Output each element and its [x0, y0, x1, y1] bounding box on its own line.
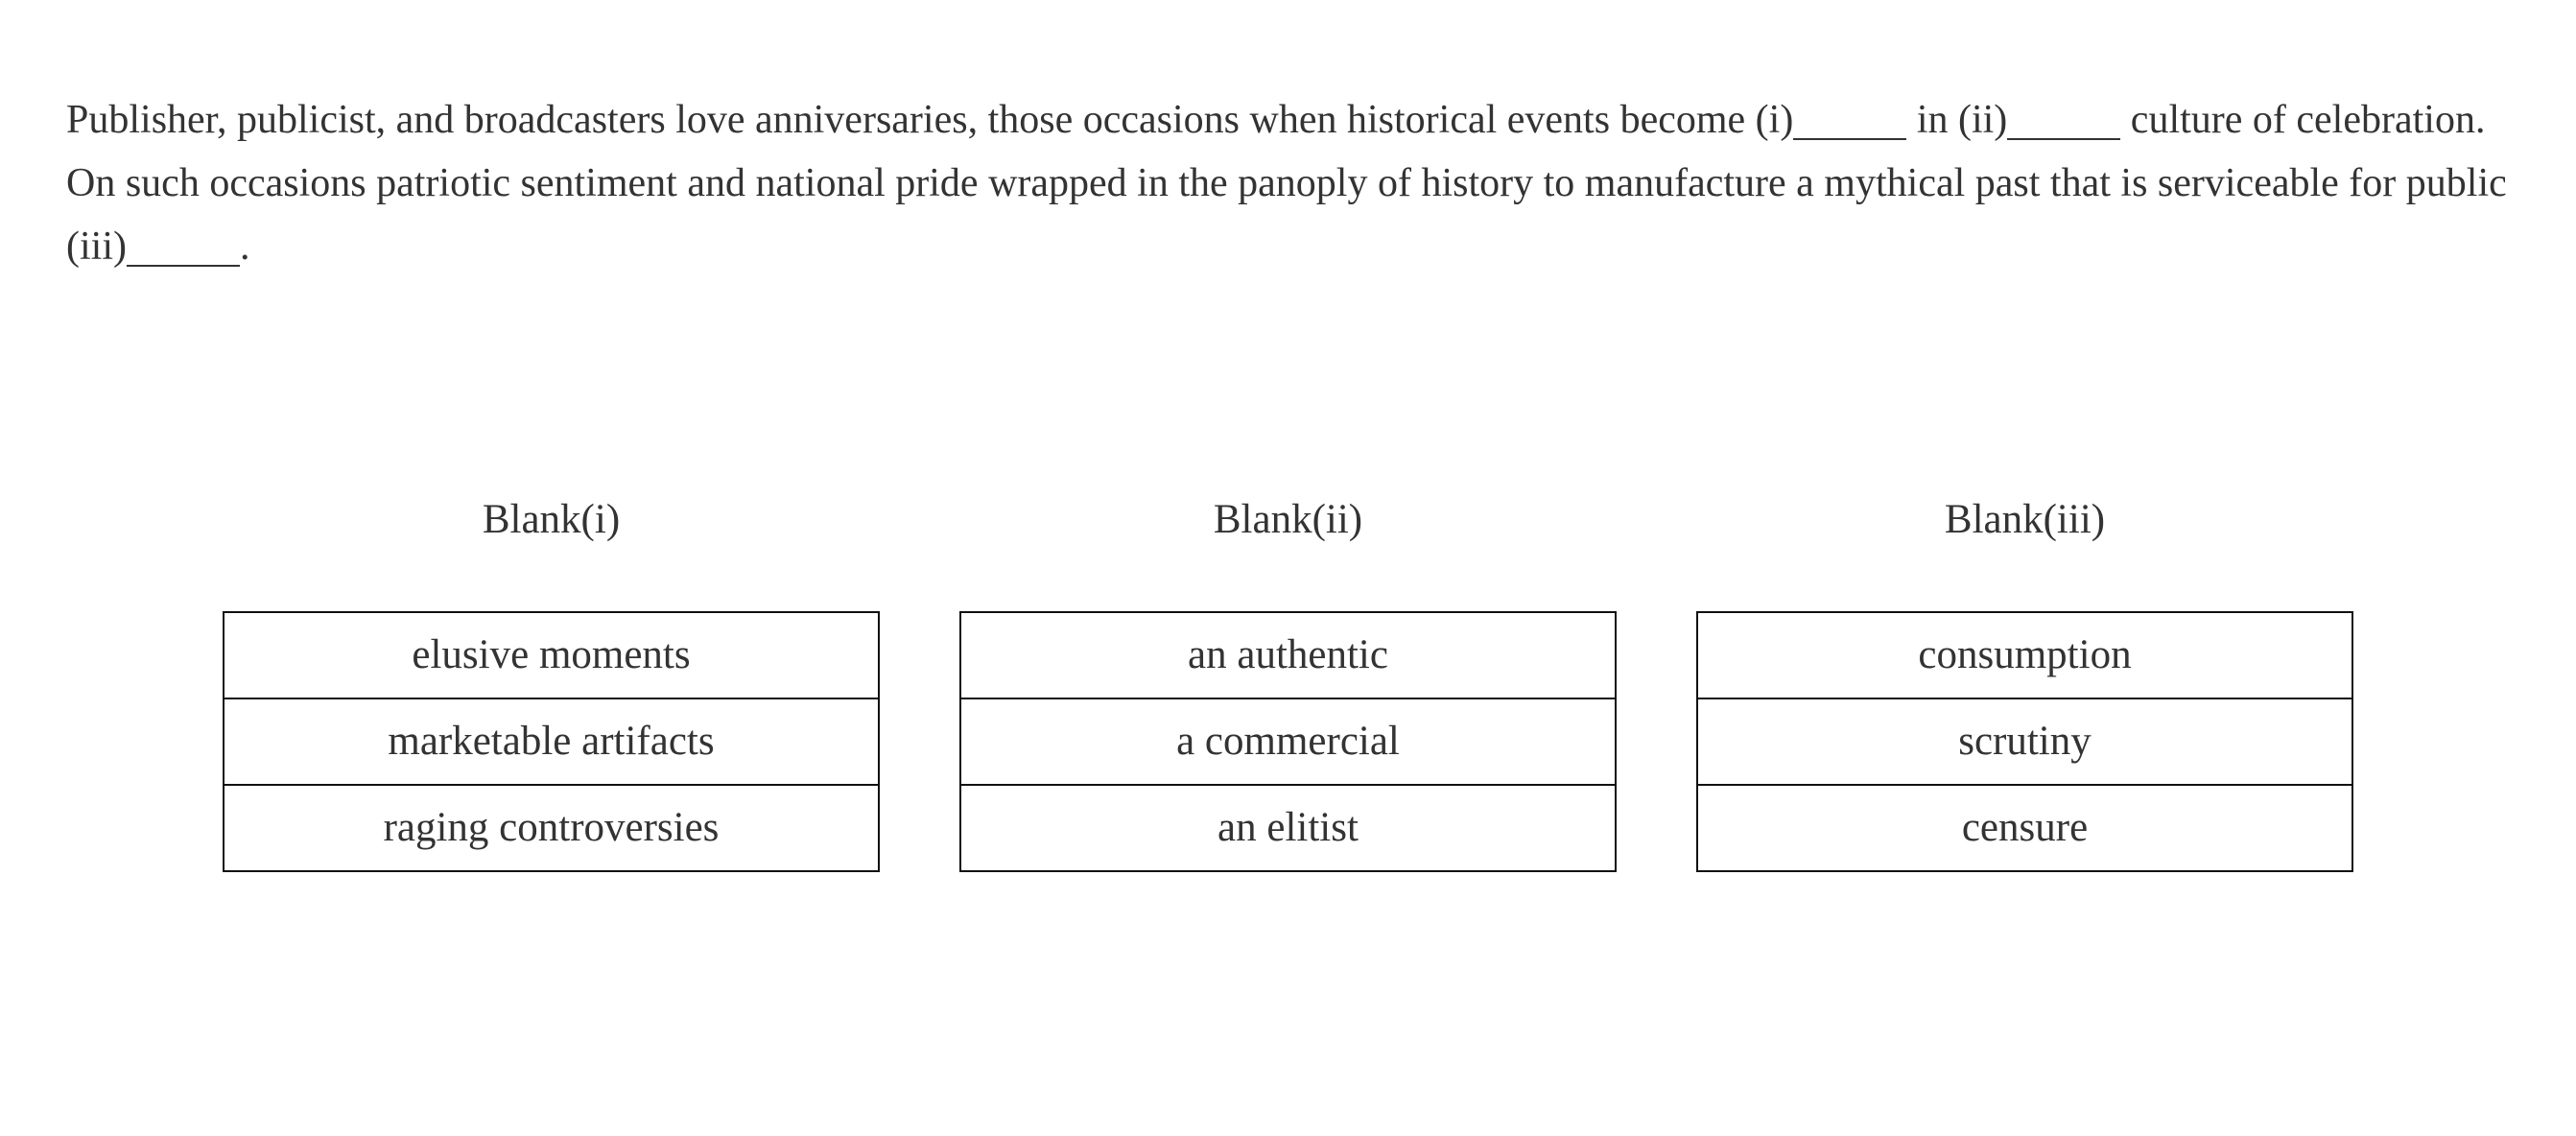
blank-iii-option-3[interactable]: censure — [1961, 805, 2089, 850]
blank-iii-title: Blank(iii) — [1944, 497, 2106, 542]
blank-i-column — [223, 491, 880, 872]
blank-ii-options — [959, 611, 1617, 872]
blank-ii-option-2[interactable]: a commercial — [961, 699, 1615, 786]
blank-i-options — [223, 611, 880, 872]
blank-ii-option-1[interactable]: an authentic — [961, 613, 1615, 699]
blank-i-option-3[interactable]: raging controversies — [383, 805, 720, 850]
passage-text-3: culture of celebration. On such occasions patriotic sentiment and national pride wrapped in the panoply of history to manufacture a mythical past that is serviceable for public (iii) — [66, 98, 2507, 269]
blank-ii-line — [2007, 94, 2120, 140]
passage-text-4: . — [239, 225, 250, 269]
blank-i-option-2[interactable]: marketable artifacts — [225, 699, 878, 786]
blank-iii-column — [1696, 491, 2353, 872]
blank-i-line — [1793, 94, 1906, 140]
blank-iii-option-1[interactable]: consumption — [1698, 613, 2351, 699]
blank-i-title: Blank(i) — [482, 497, 621, 542]
blank-iii-option-2[interactable]: scrutiny — [1698, 699, 2351, 786]
blank-ii-column — [959, 491, 1617, 872]
answer-choices — [223, 491, 2353, 872]
blank-ii-option-3[interactable]: an elitist — [1217, 805, 1359, 850]
passage-text-1: Publisher, publicist, and broadcasters love anniversaries, those occasions when historical events become (i) — [66, 98, 1794, 142]
blank-i-option-1[interactable]: elusive moments — [225, 613, 878, 699]
blank-iii-options — [1696, 611, 2353, 872]
blank-iii-line — [127, 221, 240, 267]
question-passage — [66, 88, 2522, 278]
blank-ii-title: Blank(ii) — [1213, 497, 1363, 542]
passage-text-2: in (ii) — [1906, 98, 2008, 142]
